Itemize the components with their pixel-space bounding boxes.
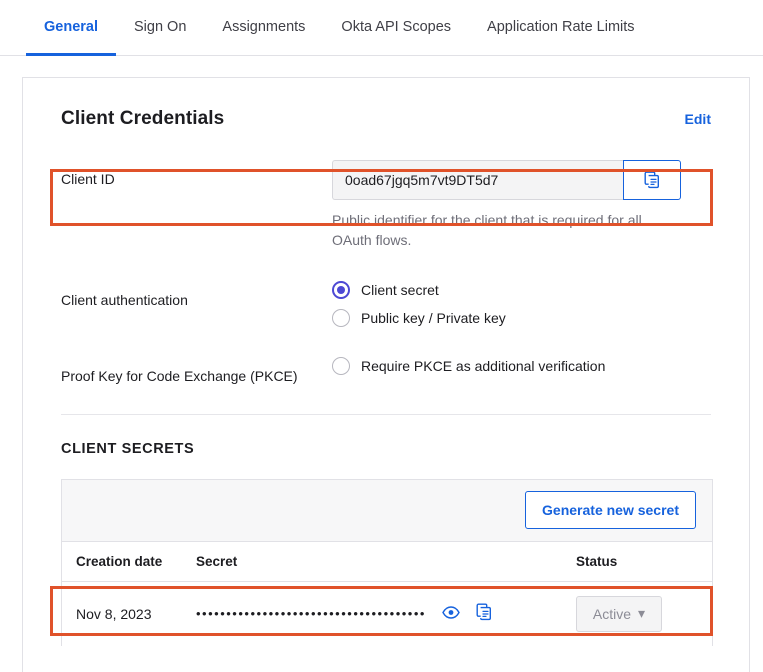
- pkce-checkbox-row[interactable]: [332, 357, 711, 375]
- table-row: [62, 581, 712, 646]
- copy-client-id-button[interactable]: [623, 160, 681, 200]
- client-secrets-table: [61, 479, 713, 646]
- copy-secret-icon[interactable]: [476, 603, 493, 624]
- client-id-value[interactable]: 0oad67jgq5m7vt9DT5d7: [332, 160, 623, 200]
- tab-application-rate-limits-label: Application Rate Limits: [487, 18, 635, 35]
- radio-client-secret[interactable]: [332, 281, 711, 299]
- page-title: Client Credentials: [61, 108, 225, 129]
- client-credentials-card: [22, 77, 750, 672]
- secret-cell: [182, 581, 562, 646]
- generate-new-secret-button[interactable]: Generate new secret: [525, 491, 696, 529]
- card-header: [61, 108, 711, 130]
- client-id-row: [61, 160, 711, 251]
- pkce-row: [61, 357, 711, 386]
- status-dropdown[interactable]: [576, 596, 662, 632]
- client-secrets-section-title: CLIENT SECRETS: [61, 440, 195, 457]
- column-header-secret: Secret: [182, 542, 562, 582]
- client-id-input-group: [332, 160, 681, 200]
- client-authentication-label: Client authentication: [61, 291, 188, 308]
- radio-public-private-key-control[interactable]: [332, 309, 350, 327]
- pkce-label: Proof Key for Code Exchange (PKCE): [61, 367, 298, 384]
- status-value: Active: [592, 605, 632, 622]
- tab-assignments[interactable]: [204, 0, 323, 56]
- client-id-helper-text: Public identifier for the client that is required for all OAuth flows.: [332, 212, 642, 248]
- radio-client-secret-control[interactable]: [332, 281, 350, 299]
- secret-creation-date: Nov 8, 2023: [76, 605, 152, 622]
- client-id-label: Client ID: [61, 171, 115, 187]
- tab-okta-api-scopes-label: Okta API Scopes: [341, 18, 452, 35]
- tab-general[interactable]: [26, 0, 116, 56]
- tab-general-label: General: [44, 18, 98, 35]
- radio-client-secret-label: Client secret: [361, 281, 439, 298]
- tab-okta-api-scopes[interactable]: [323, 0, 469, 56]
- edit-button[interactable]: Edit: [684, 111, 711, 127]
- secret-status-cell: [562, 581, 712, 646]
- chevron-down-icon: ▾: [638, 605, 646, 622]
- pkce-checkbox[interactable]: [332, 357, 350, 375]
- tab-bar: [0, 0, 763, 56]
- eye-icon[interactable]: [442, 606, 460, 622]
- column-header-status: Status: [562, 542, 712, 582]
- copy-icon: [476, 603, 493, 621]
- secret-masked-value: ••••••••••••••••••••••••••••••••••••••: [196, 606, 426, 622]
- client-secrets-toolbar: [62, 480, 712, 542]
- copy-icon: [644, 171, 661, 189]
- radio-public-private-key-label: Public key / Private key: [361, 309, 506, 326]
- section-divider: [61, 414, 711, 415]
- tab-assignments-label: Assignments: [222, 18, 306, 35]
- tab-application-rate-limits[interactable]: [469, 0, 653, 56]
- client-authentication-row: [61, 281, 711, 327]
- pkce-checkbox-label: Require PKCE as additional verification: [361, 357, 606, 374]
- radio-public-private-key[interactable]: [332, 309, 711, 327]
- column-header-creation-date: Creation date: [62, 542, 182, 582]
- tab-sign-on[interactable]: [116, 0, 204, 56]
- tab-sign-on-label: Sign On: [134, 18, 187, 35]
- table-header-row: [62, 542, 712, 582]
